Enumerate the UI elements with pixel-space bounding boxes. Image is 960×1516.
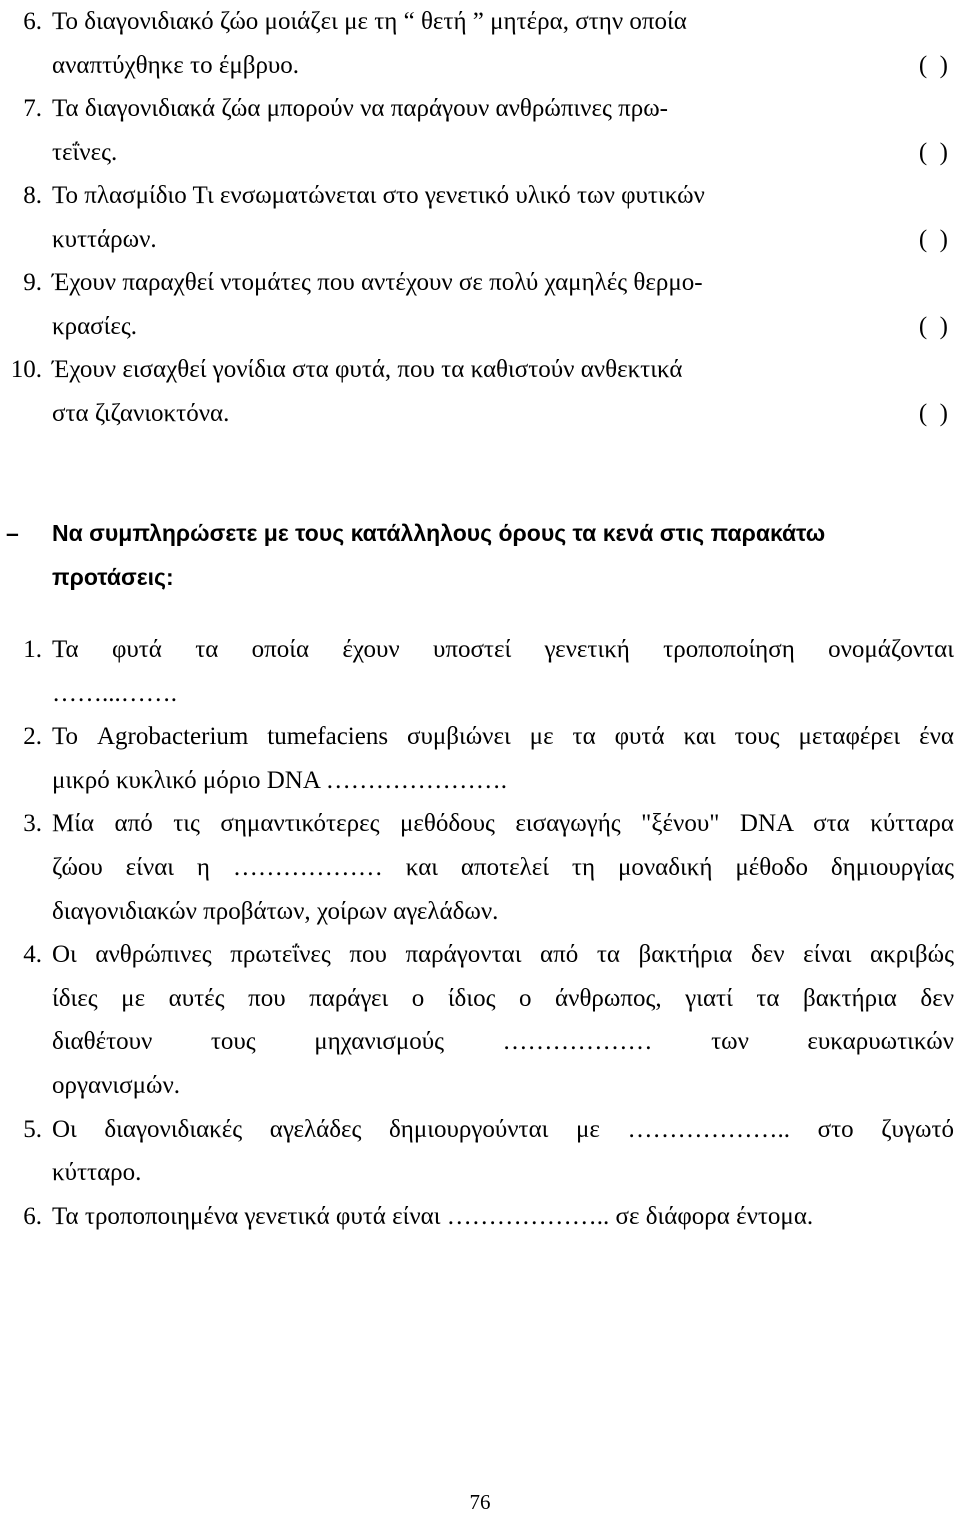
statement-number: 10. [10, 356, 42, 383]
statement-text: Τα διαγονιδιακά ζώα μπορούν να παράγουν ανθρώπινες πρω- [52, 95, 669, 122]
instruction-dash: – [6, 520, 19, 546]
statement-line [0, 87, 960, 131]
instruction-line: προτάσεις: [52, 564, 174, 590]
statement-line [0, 392, 960, 436]
true-false-statement [0, 0, 960, 87]
question-line: οργανισμών. [52, 1071, 181, 1099]
question-line: Τα τροποποιημένα γενετικά φυτά είναι ……………….. σε διάφορα έντομα. [52, 1202, 814, 1230]
question-number: 5. [23, 1115, 42, 1143]
statement-line [0, 305, 960, 349]
statement-number: 9. [23, 269, 42, 296]
true-false-statement [0, 348, 960, 435]
statement-text: κρασίες. [52, 312, 138, 340]
question-number: 3. [23, 810, 42, 838]
question-line: μικρό κυκλικό μόριο DNA …………………. [52, 766, 508, 794]
fill-in-question [0, 1195, 960, 1239]
fill-in-question [0, 802, 960, 933]
statement-text: Το διαγονιδιακό ζώο μοιάζει με τη “ θετή ” μητέρα, στην οποία [52, 8, 687, 35]
fill-in-list [0, 628, 960, 1238]
question-line: διαθέτουν τους μηχανισμούς ……………… των ευκαρυωτικών [52, 1028, 954, 1056]
statement-number: 7. [23, 95, 42, 122]
statement-text: Έχουν παραχθεί ντομάτες που αντέχουν σε πολύ χαμηλές θερμο- [52, 269, 703, 296]
question-line: Μία από τις σημαντικότερες μεθόδους εισαγωγής "ξένου" DNA στα κύτταρα [52, 810, 954, 838]
answer-box[interactable]: ( ) [918, 312, 948, 340]
statement-text: Το πλασμίδιο Τι ενσωματώνεται στο γενετικό υλικό των φυτικών [52, 182, 705, 209]
fill-in-question [0, 628, 960, 715]
question-number: 4. [23, 941, 42, 969]
answer-box[interactable]: ( ) [918, 138, 948, 166]
fill-in-question [0, 933, 960, 1107]
question-number: 6. [23, 1202, 42, 1230]
statement-text: στα ζιζανιοκτόνα. [52, 399, 230, 427]
instruction-line: Να συμπληρώσετε με τους κατάλληλους όρους τα κενά στις παρακάτω [52, 520, 826, 546]
true-false-statement [0, 261, 960, 348]
question-line: ίδιες με αυτές που παράγει ο ίδιος ο άνθρωπος, γιατί τα βακτήρια δεν [52, 984, 954, 1012]
question-number: 1. [23, 636, 42, 663]
question-line: διαγονιδιακών προβάτων, χοίρων αγελάδων. [52, 897, 499, 925]
statement-line [0, 261, 960, 305]
statement-text: Έχουν εισαχθεί γονίδια στα φυτά, που τα καθιστούν ανθεκτικά [52, 356, 683, 383]
statement-line [0, 0, 960, 44]
answer-box[interactable]: ( ) [918, 225, 948, 253]
statement-line [0, 348, 960, 392]
true-false-list [0, 0, 960, 435]
statement-text: κυττάρων. [52, 225, 157, 253]
true-false-statement [0, 174, 960, 261]
page-number: 76 [469, 1490, 491, 1514]
statement-text: τεΐνες. [52, 138, 118, 166]
statement-number: 8. [23, 182, 42, 209]
statement-line [0, 131, 960, 175]
question-line: κύτταρο. [52, 1159, 142, 1187]
question-line: ζώου είναι η ……………… και αποτελεί τη μοναδική μέθοδο δημιουργίας [52, 853, 954, 881]
question-line: Το Agrobacterium tumefaciens συμβιώνει με τα φυτά και τους μεταφέρει ένα [52, 723, 954, 751]
question-number: 2. [23, 723, 42, 751]
question-line: Τα φυτά τα οποία έχουν υποστεί γενετική τροποποίηση ονομάζονται [52, 636, 954, 663]
answer-box[interactable]: ( ) [918, 399, 948, 427]
statement-number: 6. [23, 8, 42, 35]
answer-box[interactable]: ( ) [918, 51, 948, 79]
true-false-statement [0, 87, 960, 174]
statement-line [0, 174, 960, 218]
question-line: ……...……. [52, 679, 177, 707]
question-line: Οι διαγονιδιακές αγελάδες δημιουργούνται με ……………….. στο ζυγωτό [52, 1115, 954, 1143]
statement-line [0, 44, 960, 88]
statement-text: αναπτύχθηκε το έμβρυο. [52, 51, 300, 79]
statement-line [0, 218, 960, 262]
fill-in-instruction [0, 511, 960, 599]
fill-in-question [0, 715, 960, 802]
fill-in-question [0, 1108, 960, 1195]
question-line: Οι ανθρώπινες πρωτεΐνες που παράγονται από τα βακτήρια δεν είναι ακριβώς [52, 941, 954, 969]
